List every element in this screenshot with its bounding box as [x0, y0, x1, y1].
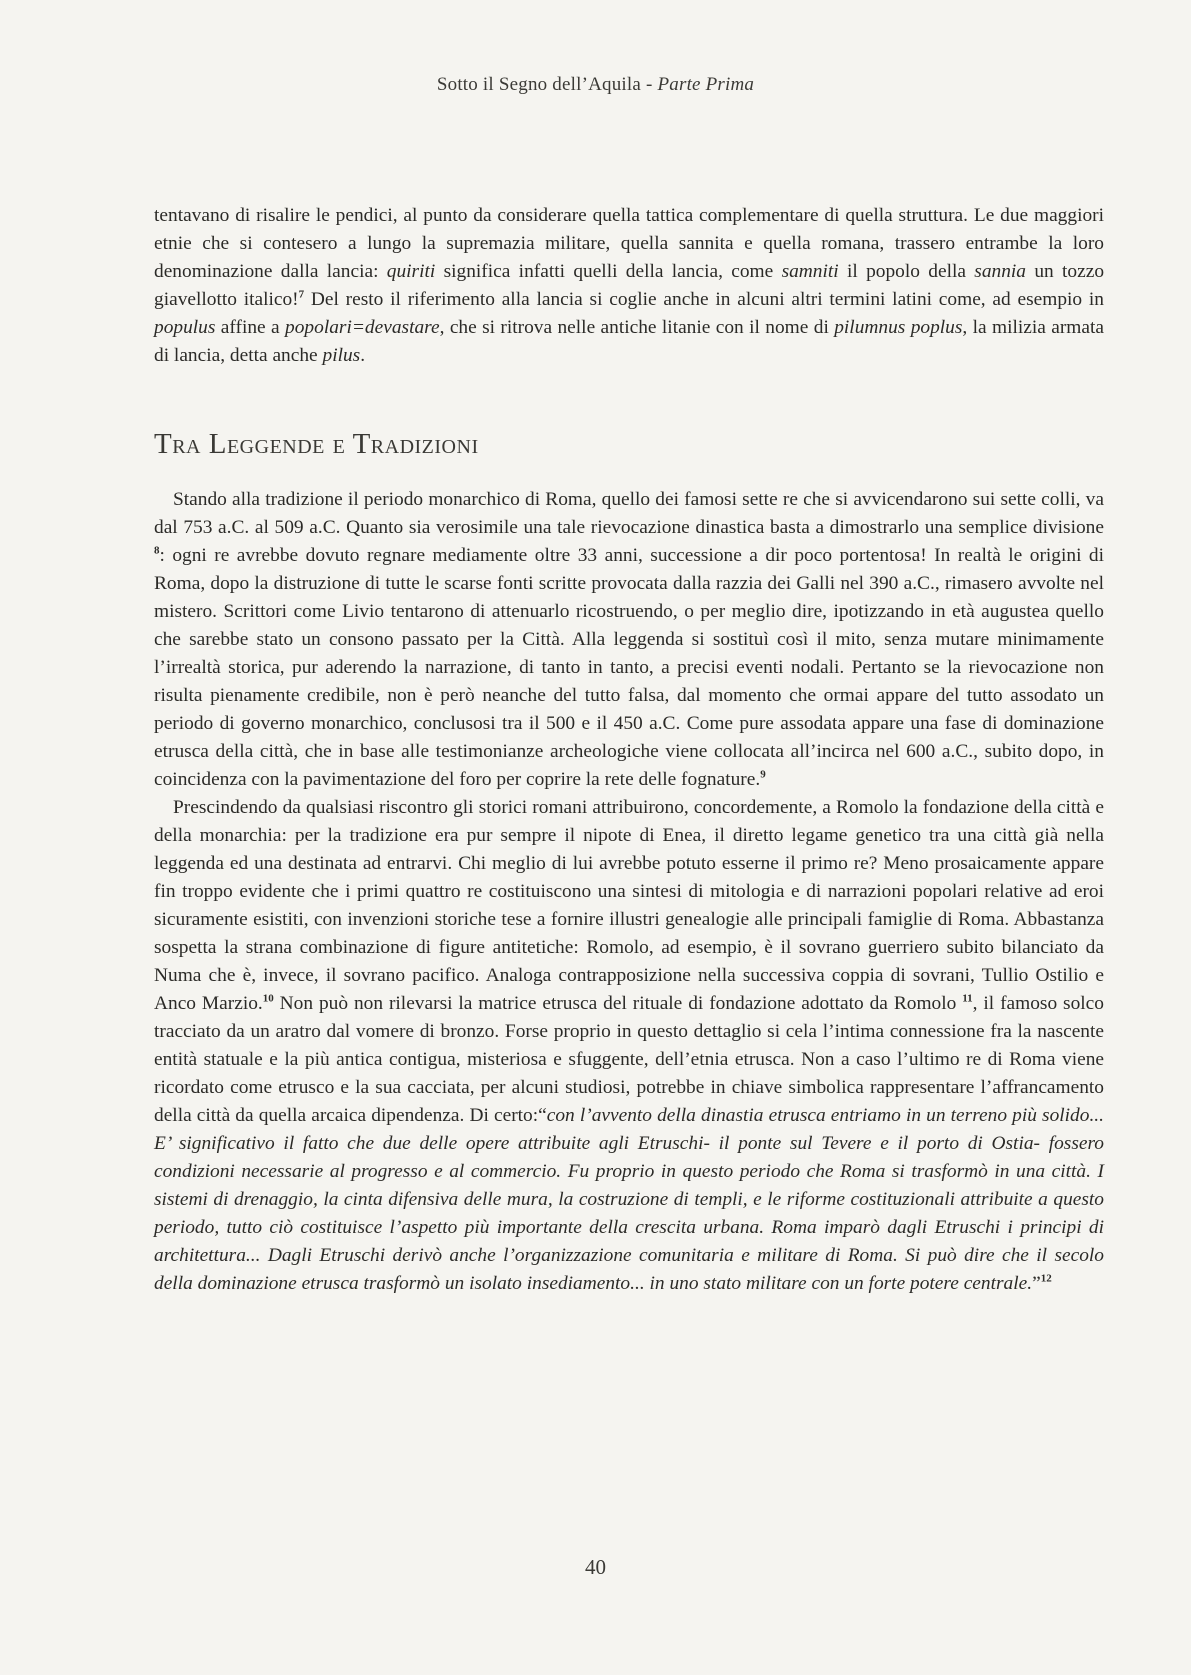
part-title: Parte Prima	[657, 74, 755, 95]
footnote-ref: 12	[1040, 1272, 1052, 1285]
italic-term: pilus	[322, 345, 361, 366]
italic-quotation: con l’avvento della dinastia etrusca entriamo in un terreno più solido... E’ significativo il fatto che due delle opere attribuite agli Etruschi- il ponte sul Tevere e il porto di Ostia- fossero condizioni necessarie al progresso e al commercio. Fu proprio in questo periodo che Roma si trasformò in una città. I sistemi di drenaggio, la cinta difensiva delle mura, la costruzione di templi, e le riforme costituzionali attribuite a questo periodo, tutto ciò costituisce l’aspetto più importante della crescita urbana. Roma imparò dagli Etruschi i principi di architettura... Dagli Etruschi derivò anche l’organizzazione comunitaria e militare di Roma. Si può dire che il secolo della dominazione etrusca trasformò un isolato insediamento... in uno stato militare con un forte potere centrale.	[154, 1105, 1104, 1294]
text-run: ”	[1032, 1273, 1041, 1294]
footnote-ref: 11	[962, 992, 973, 1005]
footnote-ref: 8	[154, 544, 160, 557]
italic-term: samniti	[781, 261, 839, 282]
text-run: tentavano di risalire le pendici, al punto da considerare quella tattica complementare di quella struttura. Le due maggiori etnie che si contesero a lungo la supremazia militare, quella sannita e quella romana, trassero entrambe la loro denominazione dalla lancia:	[154, 205, 1104, 282]
italic-term: sannia	[974, 261, 1026, 282]
italic-term: popolari=devastare	[285, 317, 440, 338]
italic-term: pilumnus poplus	[834, 317, 963, 338]
text-run: , il famoso solco tracciato da un aratro dal vomere di bronzo. Forse proprio in questo dettaglio si cela l’intima connessione fra la nascente entità statuale e la più antica contigua, misteriosa e sfuggente, dell’etnia etrusca. Non a caso l’ultimo re di Roma viene ricordato come etrusco e la sua cacciata, per alcuni studiosi, potrebbe in chiave simbolica rappresentare l’affrancamento della città da quella arcaica dipendenza. Di certo:“	[154, 993, 1104, 1126]
text-run: : ogni re avrebbe dovuto regnare mediamente oltre 33 anni, successione a dir poco portentosa! In realtà le origini di Roma, dopo la distruzione di tutte le scarse fonti scritte provocata dalla razzia dei Galli nel 390 a.C., rimasero avvolte nel mistero. Scrittori come Livio tentarono di attenuarlo ricostruendo, o per meglio dire, ipotizzando in età augustea quello che sarebbe stato un consono passato per la Città. Alla leggenda si sostituì così il mito, senza mutare minimamente l’irrealtà storica, pur aderendo la narrazione, di tanto in tanto, a precisi eventi nodali. Pertanto se la rievocazione non risulta pienamente credibile, non è però neanche del tutto falsa, dal momento che ormai appare del tutto assodato un periodo di governo monarchico, conclusosi tra il 500 e il 450 a.C. Come pure assodata appare una fase di dominazione etrusca della città, che in base alle testimonianze archeologiche viene collocata all’incirca nel 600 a.C., subito dopo, in coincidenza con la pavimentazione del foro per coprire la rete delle fognature.	[154, 545, 1104, 790]
paragraph-text	[154, 202, 1104, 370]
book-title: Sotto il Segno dell’Aquila	[436, 74, 642, 95]
page-number: 40	[585, 1555, 606, 1579]
text-run: Prescindendo da qualsiasi riscontro gli storici romani attribuirono, concordemente, a Romolo la fondazione della città e della monarchia: per la tradizione era pur sempre il nipote di Enea, il diretto legame genetico tra una città già nella leggenda ed una destinata ad entrarvi. Chi meglio di lui avrebbe potuto esserne il primo re? Meno prosaicamente appare fin troppo evidente che i primi quattro re costituiscono una sintesi di mitologia e di narrazioni popolari relative ad eroi sicuramente esistiti, con invenzioni storiche tese a fornire illustri genealogie alle principali famiglie di Roma. Abbastanza sospetta la strana combinazione di figure antitetiche: Romolo, ad esempio, è il sovrano guerriero subito bilanciato da Numa che è, invece, il sovrano pacifico. Analoga contrapposizione nella successiva coppia di sovrani, Tullio Ostilio e Anco Marzio.	[154, 797, 1104, 1014]
section-body	[154, 486, 1104, 1298]
intro-paragraph	[154, 202, 1104, 370]
footnote-ref: 9	[760, 768, 766, 781]
text-run: .	[360, 345, 366, 366]
italic-term: quiriti	[386, 261, 436, 282]
paragraph-2	[154, 794, 1104, 1298]
footnote-ref: 7	[298, 288, 305, 301]
text-run: , che si ritrova nelle antiche litanie con il nome di	[439, 317, 835, 338]
text-run: affine a	[215, 317, 286, 338]
italic-term: populus	[154, 317, 216, 338]
running-head-separator: -	[641, 74, 658, 95]
text-run: , la milizia armata di lancia, detta anche	[154, 317, 1104, 366]
paragraph-1	[154, 486, 1104, 794]
text-run: un tozzo giavellotto italico!	[154, 261, 1105, 310]
text-run: Del resto il riferimento alla lancia si coglie anche in alcuni altri termini latini come, ad esempio in	[304, 289, 1104, 310]
section-heading: Tra Leggende e Tradizioni	[154, 428, 479, 460]
text-run: il popolo della	[838, 261, 975, 282]
text-run: Stando alla tradizione il periodo monarchico di Roma, quello dei famosi sette re che si avvicendarono sui sette colli, va dal 753 a.C. al 509 a.C. Quanto sia verosimile una tale rievocazione dinastica basta a dimostrarlo una semplice divisione	[154, 489, 1104, 538]
text-run: Non può non rilevarsi la matrice etrusca del rituale di fondazione adottato da Romolo	[273, 993, 963, 1014]
footnote-ref: 10	[262, 992, 274, 1005]
running-head	[0, 74, 1191, 96]
text-run: significa infatti quelli della lancia, come	[435, 261, 782, 282]
